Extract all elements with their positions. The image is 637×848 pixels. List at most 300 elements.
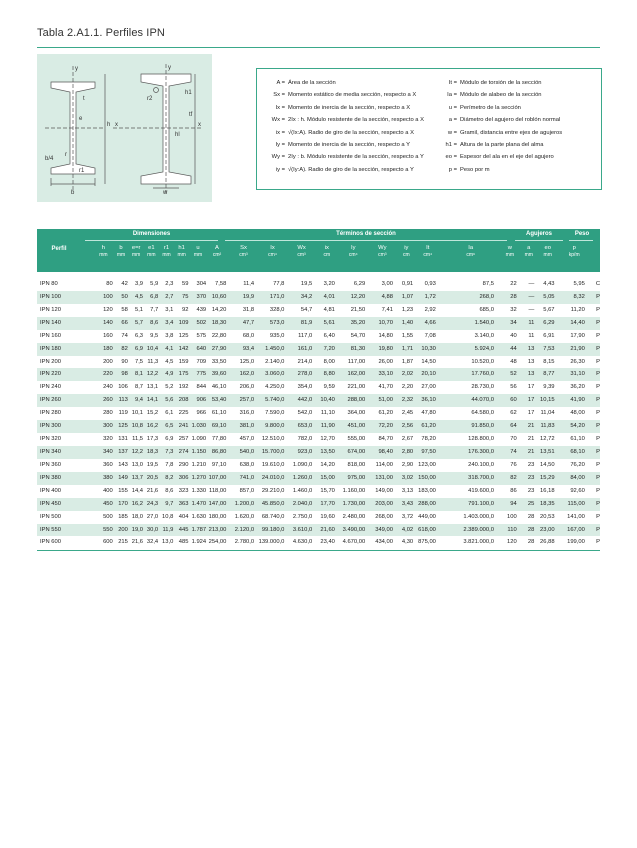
legend-item — [263, 114, 424, 126]
table-cell: 288,00 — [347, 397, 366, 404]
table-cell: 316,0 — [239, 410, 255, 417]
column-header-label: Wy — [378, 245, 387, 251]
table-cell: 84,00 — [570, 474, 585, 481]
table-cell: 1,72 — [424, 293, 436, 300]
legend-item — [435, 139, 562, 151]
table-cell: 14,50 — [421, 358, 436, 365]
legend-item — [263, 139, 424, 151]
table-cell: C — [595, 281, 600, 287]
table-cell: 92,60 — [570, 487, 585, 494]
table-cell: 62 — [510, 410, 517, 417]
table-row — [37, 343, 600, 356]
table-cell: 1.200,0 — [234, 500, 255, 507]
table-cell: 91.850,0 — [471, 423, 494, 430]
table-cell: 6,1 — [165, 410, 174, 417]
table-cell: 107,00 — [208, 474, 227, 481]
table-cell: 61,20 — [378, 410, 393, 417]
table-cell: 45.850,0 — [261, 500, 285, 507]
legend-text: Espesor del ala en el eje del agujero — [460, 154, 554, 161]
legend-symbol: Wx = — [271, 117, 285, 124]
table-cell: 3.821.000,0 — [463, 539, 494, 546]
table-cell: 363 — [178, 500, 189, 507]
figure-label-hl: hl — [175, 132, 180, 138]
table-cell: 72,20 — [378, 423, 393, 430]
table-cell: 29.210,0 — [261, 487, 285, 494]
table-cell: 14,4 — [131, 487, 144, 494]
table-row — [37, 459, 600, 472]
profile-name: IPN 240 — [40, 384, 61, 391]
figure-label-y-top: y — [75, 66, 78, 72]
column-header-label: h — [101, 245, 105, 251]
table-cell: 1.630 — [191, 513, 207, 520]
table-cell: 159 — [178, 358, 189, 365]
table-cell: 221,00 — [347, 384, 366, 391]
table-cell: 4,43 — [543, 281, 555, 287]
table-cell: 19,60 — [320, 513, 335, 520]
table-cell: P — [596, 358, 600, 365]
profile-name: IPN 450 — [40, 500, 61, 507]
table-cell: 349,00 — [375, 526, 393, 533]
table-cell: 61,20 — [421, 423, 436, 430]
table-cell: 1.210 — [191, 461, 207, 468]
table-row — [37, 498, 600, 511]
table-cell: 14,20 — [211, 306, 227, 313]
table-cell: 364,00 — [347, 410, 366, 417]
table-cell: 98,40 — [378, 448, 393, 455]
table-cell: 143 — [118, 461, 128, 468]
table-cell: 573,0 — [269, 319, 285, 326]
table-cell: 68,0 — [242, 332, 255, 339]
table-cell: 98 — [121, 371, 128, 378]
table-cell: 2,67 — [401, 436, 414, 443]
legend-symbol: a = — [448, 117, 457, 124]
table-cell: 33,50 — [211, 358, 227, 365]
table-cell: 160 — [103, 332, 113, 339]
table-cell: 381,0 — [239, 423, 255, 430]
table-cell: 6,91 — [543, 332, 555, 339]
table-row — [37, 536, 600, 549]
table-cell: 2,80 — [401, 448, 414, 455]
table-cell: 35,20 — [350, 319, 366, 326]
legend-item — [263, 164, 424, 176]
table-cell: 36,10 — [421, 397, 436, 404]
table-cell: 445 — [178, 526, 189, 533]
column-header — [289, 245, 314, 259]
table-cell: 80 — [106, 281, 113, 287]
table-cell: 42 — [121, 281, 128, 287]
table-cell: 119 — [118, 410, 128, 417]
table-cell: 13,0 — [162, 539, 174, 546]
column-header — [562, 245, 587, 259]
legend-item — [263, 77, 424, 89]
table-cell: P — [596, 539, 600, 546]
table-cell: 555,00 — [347, 436, 366, 443]
table-cell: 1.090 — [191, 436, 207, 443]
table-cell: 4,5 — [134, 293, 144, 300]
table-cell: 21,6 — [146, 487, 159, 494]
table-cell: 8,77 — [543, 371, 555, 378]
table-cell: 975,00 — [347, 474, 366, 481]
legend-item — [435, 114, 562, 126]
table-cell: P — [596, 448, 600, 455]
ipn-section-drawing — [43, 60, 206, 196]
table-cell: 5,9 — [150, 281, 159, 287]
group-dimensiones: Dimensiones — [132, 231, 171, 237]
table-cell: 11,5 — [132, 436, 144, 443]
table-cell: 12,2 — [131, 448, 144, 455]
table-cell: 10,70 — [378, 319, 393, 326]
figure-label-r: r — [65, 152, 67, 158]
legend-text: Gramil, distancia entre ejes de agujeros — [460, 129, 563, 136]
column-header-unit: cm⁶ — [466, 252, 476, 258]
column-header-unit: mm — [132, 252, 141, 258]
column-header-label: h1 — [178, 245, 185, 251]
table-cell: P — [596, 371, 600, 378]
table-cell: 640 — [196, 345, 207, 352]
table-cell: 2.140,0 — [265, 358, 285, 365]
table-cell: 23 — [527, 474, 535, 481]
table-cell: P — [596, 332, 600, 339]
table-cell: 12,70 — [320, 436, 335, 443]
table-cell: 149,00 — [375, 487, 393, 494]
table-cell: 41,90 — [570, 397, 585, 404]
table-cell: 8,7 — [134, 384, 144, 391]
table-cell: 24.010,0 — [261, 474, 285, 481]
table-title: Tabla 2.A1.1. Perfiles IPN — [37, 27, 165, 39]
table-cell: 10,40 — [320, 397, 335, 404]
table-cell: 106 — [118, 384, 128, 391]
column-header-unit: cm³ — [297, 252, 306, 258]
table-cell: 59 — [182, 281, 189, 287]
table-cell: 288,00 — [418, 500, 436, 507]
table-cell: 175 — [178, 371, 189, 378]
table-cell: 87,5 — [482, 281, 494, 287]
table-cell: 8,2 — [165, 474, 174, 481]
legend-text: Altura de la parte plana del alma — [460, 141, 544, 148]
table-cell: 3,20 — [323, 281, 335, 287]
table-cell: 93,4 — [242, 345, 255, 352]
profile-name: IPN 260 — [40, 397, 61, 404]
table-cell: 31,8 — [242, 306, 255, 313]
table-cell: 7,41 — [381, 306, 393, 313]
table-cell: 18,3 — [146, 448, 159, 455]
table-cell: 540,0 — [239, 448, 255, 455]
table-cell: 61,10 — [211, 410, 227, 417]
column-header — [206, 245, 229, 259]
table-cell: 7,5 — [134, 358, 144, 365]
legend-symbol: w = — [447, 129, 457, 136]
column-header — [501, 245, 519, 259]
column-header-unit: kp/m — [568, 252, 580, 258]
table-cell: 685,0 — [479, 306, 494, 313]
legend-symbol: Wy = — [271, 154, 285, 161]
figure-label-x-left: x — [115, 122, 118, 128]
column-header — [317, 245, 337, 259]
table-cell: 17 — [527, 384, 535, 391]
table-cell: P — [596, 384, 600, 391]
table-cell: 7,53 — [543, 345, 555, 352]
table-cell: 64.580,0 — [471, 410, 494, 417]
table-cell: 131,00 — [375, 474, 393, 481]
legend-column-left — [263, 77, 424, 176]
column-header-label: eo — [544, 245, 551, 251]
column-header-unit: cm³ — [239, 252, 248, 258]
table-cell: 97,50 — [421, 448, 436, 455]
table-cell: 17.760,0 — [471, 371, 494, 378]
group-peso: Peso — [574, 231, 590, 237]
table-cell: 323 — [178, 487, 189, 494]
legend-item — [435, 164, 562, 176]
table-cell: 97,10 — [211, 461, 227, 468]
table-cell: 30,0 — [146, 526, 159, 533]
column-header-label: Sx — [240, 245, 247, 251]
table-cell: 3,1 — [165, 306, 174, 313]
table-cell: 26,30 — [570, 358, 585, 365]
table-cell: 6,3 — [134, 332, 144, 339]
figure-label-tf: tf — [189, 112, 193, 118]
table-cell: 2,3 — [165, 281, 174, 287]
table-cell: 254,00 — [208, 539, 227, 546]
table-cell: 1.403.000,0 — [463, 513, 494, 520]
table-cell: 86 — [510, 487, 517, 494]
table-cell: 300 — [103, 423, 113, 430]
table-cell: 618,00 — [418, 526, 436, 533]
table-cell: 17,3 — [146, 436, 159, 443]
table-cell: 8,15 — [543, 358, 555, 365]
table-cell: 2,7 — [165, 293, 174, 300]
table-cell: 61,10 — [570, 436, 585, 443]
table-cell: 844 — [196, 384, 207, 391]
table-cell: 5,7 — [134, 319, 144, 326]
table-cell: 11 — [528, 332, 535, 339]
table-cell: 75 — [182, 293, 189, 300]
table-cell: 3,4 — [165, 319, 174, 326]
table-cell: 1.924 — [191, 539, 207, 546]
table-cell: 10.520,0 — [471, 358, 494, 365]
table-cell: 575 — [196, 332, 207, 339]
table-cell: 2,32 — [401, 397, 414, 404]
table-cell: 741,0 — [239, 474, 255, 481]
table-cell: 28 — [527, 526, 535, 533]
profile-name: IPN 80 — [40, 281, 58, 287]
table-cell: 82 — [121, 345, 128, 352]
legend-item — [435, 151, 562, 163]
table-cell: 13,0 — [131, 461, 144, 468]
table-cell: 17,70 — [320, 500, 335, 507]
column-header-label: Ix — [270, 245, 275, 251]
table-cell: 3.140,0 — [474, 332, 494, 339]
legend-symbol: Ix = — [275, 104, 285, 111]
column-header-label: A — [215, 245, 219, 251]
table-cell: 257,0 — [239, 397, 255, 404]
table-cell: 240 — [103, 384, 113, 391]
column-header — [231, 245, 256, 259]
legend-item — [263, 151, 424, 163]
profile-name: IPN 500 — [40, 513, 61, 520]
table-cell: 1.090,0 — [292, 461, 313, 468]
column-header-label: p — [572, 245, 576, 251]
table-cell: 14,80 — [378, 332, 393, 339]
table-cell: 21 — [527, 448, 535, 455]
table-cell: 3,13 — [401, 487, 414, 494]
table-cell: 11 — [528, 319, 535, 326]
legend-symbol: ix = — [275, 129, 285, 136]
legend-text: √(Ix:A). Radio de giro de la sección, respecto a X — [288, 129, 414, 136]
table-row — [37, 278, 600, 291]
table-cell: 141,00 — [567, 513, 585, 520]
legend-symbol: It = — [448, 80, 457, 86]
table-cell: 84,70 — [378, 436, 393, 443]
table-cell: 11,04 — [540, 410, 555, 417]
table-cell: 8,6 — [165, 487, 174, 494]
table-cell: 240.100,0 — [468, 461, 494, 468]
table-cell: 18,35 — [540, 500, 555, 507]
table-cell: 74 — [510, 448, 517, 455]
table-cell: 215 — [118, 539, 128, 546]
table-cell: 600 — [103, 539, 113, 546]
table-cell: 115,00 — [567, 500, 585, 507]
table-cell: 1.160,00 — [342, 487, 366, 494]
table-cell: 118,00 — [209, 487, 227, 494]
table-cell: 13,1 — [146, 384, 159, 391]
table-cell: 2.480,00 — [342, 513, 366, 520]
legend-text: Diámetro del agujero del roblón normal — [460, 117, 561, 124]
table-cell: 5,67 — [543, 306, 555, 313]
table-cell: 6,9 — [134, 345, 144, 352]
table-cell: 2,02 — [401, 371, 414, 378]
table-cell: 290 — [178, 461, 189, 468]
table-cell: 114,00 — [375, 461, 393, 468]
table-cell: 76,20 — [570, 461, 585, 468]
table-cell: 23,40 — [320, 539, 335, 546]
column-header-unit: mm — [177, 252, 186, 258]
table-cell: 171,0 — [269, 293, 285, 300]
table-cell: P — [596, 461, 600, 468]
table-cell: 123,00 — [418, 461, 436, 468]
table-cell: 638,0 — [239, 461, 255, 468]
table-cell: 6,8 — [150, 293, 159, 300]
table-cell: P — [596, 423, 600, 430]
table-cell: P — [596, 500, 600, 507]
table-cell: 791.100,0 — [468, 500, 494, 507]
table-cell: 370 — [196, 293, 207, 300]
column-header — [339, 245, 367, 259]
legend-text: Momento estático de media sección, respecto a X — [288, 92, 417, 99]
table-cell: 1.540,0 — [474, 319, 494, 326]
table-cell: 109 — [178, 319, 189, 326]
table-cell: 7,7 — [150, 306, 159, 313]
column-header-unit: mm — [116, 252, 126, 258]
table-cell: 23,00 — [540, 526, 555, 533]
table-cell: 180 — [103, 345, 113, 352]
table-cell: P — [596, 436, 600, 443]
table-cell: 70 — [510, 436, 517, 443]
table-cell: 23 — [527, 461, 535, 468]
table-cell: 69,10 — [211, 423, 227, 430]
column-header-unit: mm — [162, 252, 171, 258]
profile-name: IPN 550 — [40, 526, 61, 533]
table-cell: 354,0 — [297, 384, 313, 391]
table-cell: 200 — [118, 526, 128, 533]
legend-text: Momento de inercia de la sección, respecto a Y — [288, 141, 411, 148]
figure-label-w: w — [163, 190, 168, 196]
table-cell: 52 — [510, 371, 517, 378]
table-cell: 2.389.000,0 — [463, 526, 494, 533]
table-cell: 208 — [178, 397, 189, 404]
table-cell: 128.800,0 — [468, 436, 494, 443]
table-cell: 31,10 — [570, 371, 585, 378]
table-cell: 3.610,0 — [292, 526, 313, 533]
figure-label-t: t — [83, 96, 85, 102]
table-cell: 64 — [510, 423, 517, 430]
table-cell: 3,00 — [381, 281, 393, 287]
table-cell: 10,8 — [131, 423, 144, 430]
table-row — [37, 304, 600, 317]
table-cell: 318.700,0 — [468, 474, 494, 481]
table-row — [37, 407, 600, 420]
table-cell: 923,0 — [297, 448, 313, 455]
table-row — [37, 511, 600, 524]
table-cell: 149 — [118, 474, 128, 481]
legend-text: Perímetro de la sección — [460, 104, 521, 111]
table-cell: 449,00 — [418, 513, 436, 520]
column-header-label: Wx — [297, 245, 306, 251]
table-cell: 19,5 — [300, 281, 313, 287]
legend-item — [435, 127, 562, 139]
table-cell: 220 — [103, 371, 113, 378]
table-row — [37, 524, 600, 537]
table-cell: 19,80 — [378, 345, 393, 352]
table-cell: 100 — [103, 293, 113, 300]
table-cell: 241 — [178, 423, 189, 430]
table-cell: 306 — [178, 474, 189, 481]
group-agujeros: Agujeros — [525, 231, 552, 237]
table-cell: 48,00 — [570, 410, 585, 417]
table-cell: 76 — [510, 461, 517, 468]
table-cell: 1.450,0 — [265, 345, 285, 352]
table-cell: 99.180,0 — [261, 526, 285, 533]
table-cell: 457,0 — [239, 436, 255, 443]
table-cell: 48 — [510, 358, 517, 365]
table-cell: 9,59 — [323, 384, 335, 391]
column-header-label: It — [426, 245, 430, 251]
table-cell: 775 — [196, 371, 207, 378]
legend-item — [435, 89, 562, 101]
table-cell: 161,0 — [297, 345, 313, 352]
group-terminos: Términos de sección — [336, 231, 396, 237]
table-cell: 46,10 — [211, 384, 227, 391]
table-cell: 26,00 — [378, 358, 393, 365]
table-row — [37, 472, 600, 485]
table-cell: 120 — [103, 306, 113, 313]
table-cell: 1.620,0 — [234, 513, 255, 520]
table-cell: 21,90 — [570, 345, 585, 352]
table-cell: 11,83 — [540, 423, 555, 430]
figure-label-b4: b/4 — [45, 156, 54, 162]
table-cell: 4,01 — [323, 293, 335, 300]
table-cell: 1.260,0 — [292, 474, 313, 481]
table-cell: 1.150 — [191, 448, 207, 455]
table-cell: 21,60 — [320, 526, 335, 533]
table-cell: 17 — [527, 410, 535, 417]
table-cell: 3,72 — [401, 513, 414, 520]
table-cell: 9,39 — [543, 384, 555, 391]
table-cell: 47,80 — [421, 410, 436, 417]
table-cell: 13 — [527, 371, 535, 378]
table-cell: 14,40 — [570, 319, 585, 326]
table-cell: 68,10 — [570, 448, 585, 455]
table-cell: 1.730,00 — [342, 500, 366, 507]
